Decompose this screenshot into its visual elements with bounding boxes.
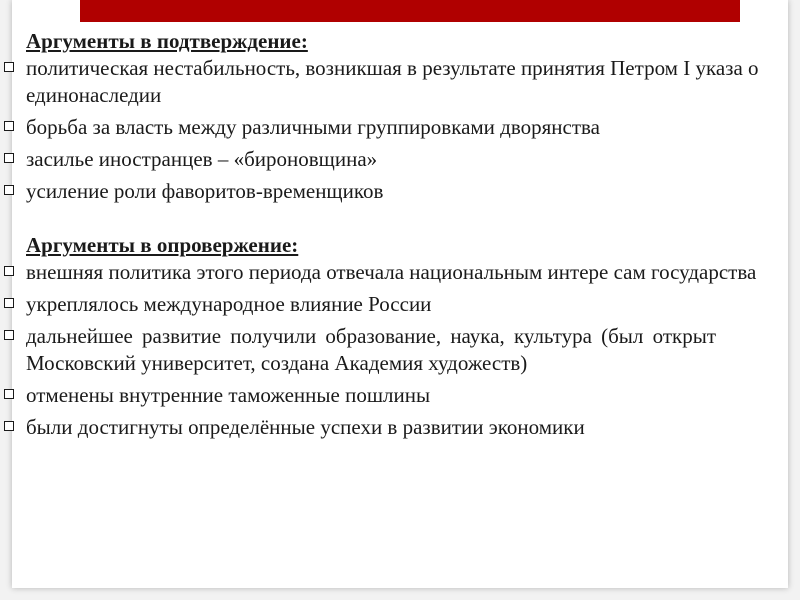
confirm-item-text: засилье иностранцев – «бироновщина» [26, 147, 378, 171]
confirm-item [12, 146, 788, 173]
confirm-item-text: политическая нестабильность, возникшая в результате принятия Петром I указа о единонаследии [26, 56, 759, 107]
checkbox-bullet-icon [4, 389, 14, 399]
confirm-item [12, 55, 788, 109]
confirm-item [12, 114, 788, 141]
refute-item-text: отменены внутренние таможенные пошлины [26, 383, 431, 407]
refute-item [12, 382, 788, 409]
checkbox-bullet-icon [4, 298, 14, 308]
refute-item-text: внешняя политика этого периода отвечала национальным интере сам государства [26, 260, 757, 284]
checkbox-bullet-icon [4, 62, 14, 72]
confirm-item [12, 178, 788, 205]
slide-card [12, 0, 788, 588]
checkbox-bullet-icon [4, 330, 14, 340]
checkbox-bullet-icon [4, 153, 14, 163]
confirm-item-text: усиление роли фаворитов-временщиков [26, 179, 384, 203]
refute-item [12, 414, 788, 441]
refute-item-text: укреплялось международное влияние России [26, 292, 432, 316]
refute-item [12, 259, 788, 286]
confirm-heading: Аргументы в подтверждение: [26, 29, 308, 53]
checkbox-bullet-icon [4, 266, 14, 276]
accent-bar [80, 0, 740, 22]
refute-item-text: были достигнуты определённые успехи в развитии экономики [26, 415, 585, 439]
confirm-item-text: борьба за власть между различными группировками дворянства [26, 115, 600, 139]
checkbox-bullet-icon [4, 121, 14, 131]
slide-content [12, 28, 788, 446]
section-gap [12, 210, 788, 232]
checkbox-bullet-icon [4, 185, 14, 195]
checkbox-bullet-icon [4, 421, 14, 431]
refute-item [12, 291, 788, 318]
refute-item-text: дальнейшее развитие получили образование, наука, культура (был открыт Московский университет, создана Академия художеств) [26, 324, 716, 375]
refute-heading: Аргументы в опровержение: [26, 233, 299, 257]
refute-item [12, 323, 788, 377]
